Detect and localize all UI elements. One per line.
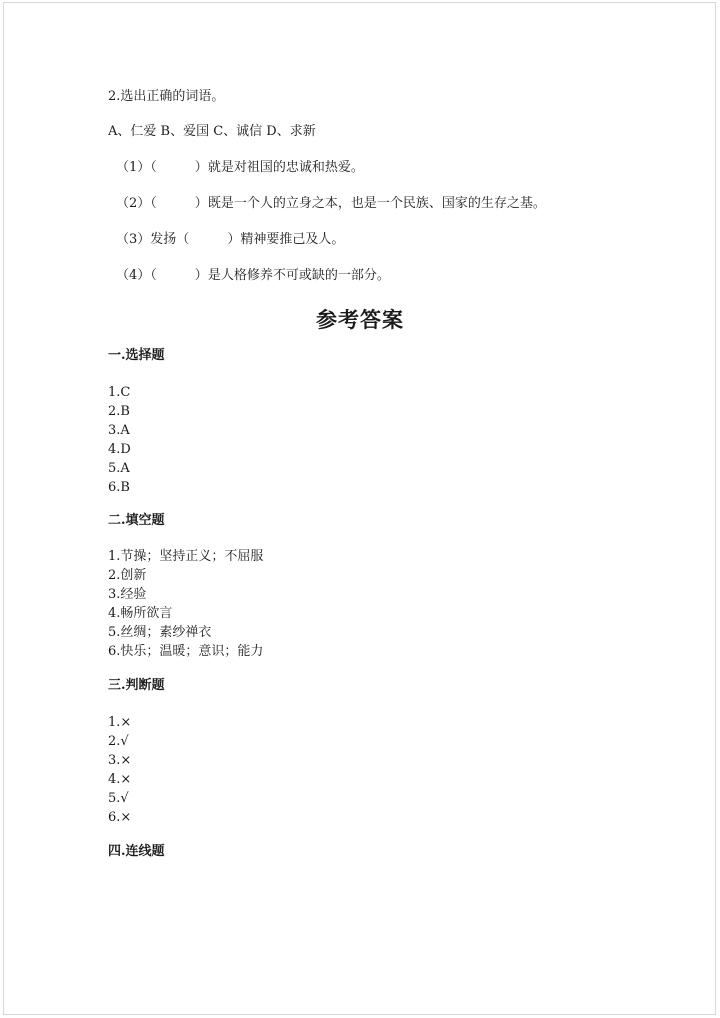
blank-open: （ (150, 196, 157, 211)
section-title: 二.填空题 (108, 513, 165, 528)
answer-item: 5.√ (108, 791, 129, 806)
question-item-4 (116, 267, 390, 285)
page-border (3, 2, 716, 1015)
answer-item: 2.√ (108, 734, 129, 749)
answer-item: 6.× (108, 810, 132, 825)
item-text: 既是一个人的立身之本，也是一个民族、国家的生存之基。 (207, 196, 546, 211)
answer-item: 2.B (108, 404, 130, 419)
answer-item: 3.A (108, 423, 130, 438)
item-text: 就是对祖国的忠诚和热爱。 (207, 160, 364, 175)
answer-item: 5.丝绸；素纱禅衣 (108, 625, 212, 640)
item-number: （1） (116, 160, 151, 175)
item-text: 精神要推己及人。 (240, 232, 345, 247)
answer-item: 4.D (108, 442, 131, 457)
answer-item: 4.× (108, 772, 132, 787)
section-title: 一.选择题 (108, 348, 165, 363)
answer-item: 1.C (108, 385, 131, 400)
answer-item: 6.快乐；温暖；意识；能力 (108, 644, 264, 659)
blank-open: （ (150, 160, 157, 175)
answer-item: 4.畅所欲言 (108, 606, 173, 621)
section-title: 三.判断题 (108, 678, 165, 693)
blank-open: （ (150, 268, 157, 283)
blank-open: （ (176, 232, 190, 247)
question-item-2 (116, 195, 546, 213)
answer-item: 6.B (108, 480, 130, 495)
question-options: A、仁爱 B、爱国 C、诚信 D、求新 (108, 124, 316, 139)
blank-close: ） (194, 268, 208, 283)
section-title: 四.连线题 (108, 844, 165, 859)
answer-item: 3.× (108, 753, 132, 768)
item-number: （3） (116, 232, 151, 247)
answer-key-title: 参考答案 (316, 307, 404, 332)
question-item-1 (116, 159, 364, 177)
answer-item: 1.节操；坚持正义；不屈服 (108, 549, 264, 564)
blank-close: ） (227, 232, 241, 247)
blank-close: ） (194, 160, 208, 175)
item-number: （2） (116, 196, 151, 211)
item-prefix: 发扬 (150, 232, 177, 247)
question-item-3 (116, 231, 344, 249)
answer-item: 2.创新 (108, 568, 147, 583)
answer-item: 1.× (108, 715, 132, 730)
answer-item: 5.A (108, 461, 130, 476)
item-number: （4） (116, 268, 151, 283)
blank-close: ） (194, 196, 208, 211)
question-title: 2.选出正确的词语。 (108, 89, 225, 104)
answer-item: 3.经验 (108, 587, 147, 602)
item-text: 是人格修养不可或缺的一部分。 (207, 268, 390, 283)
